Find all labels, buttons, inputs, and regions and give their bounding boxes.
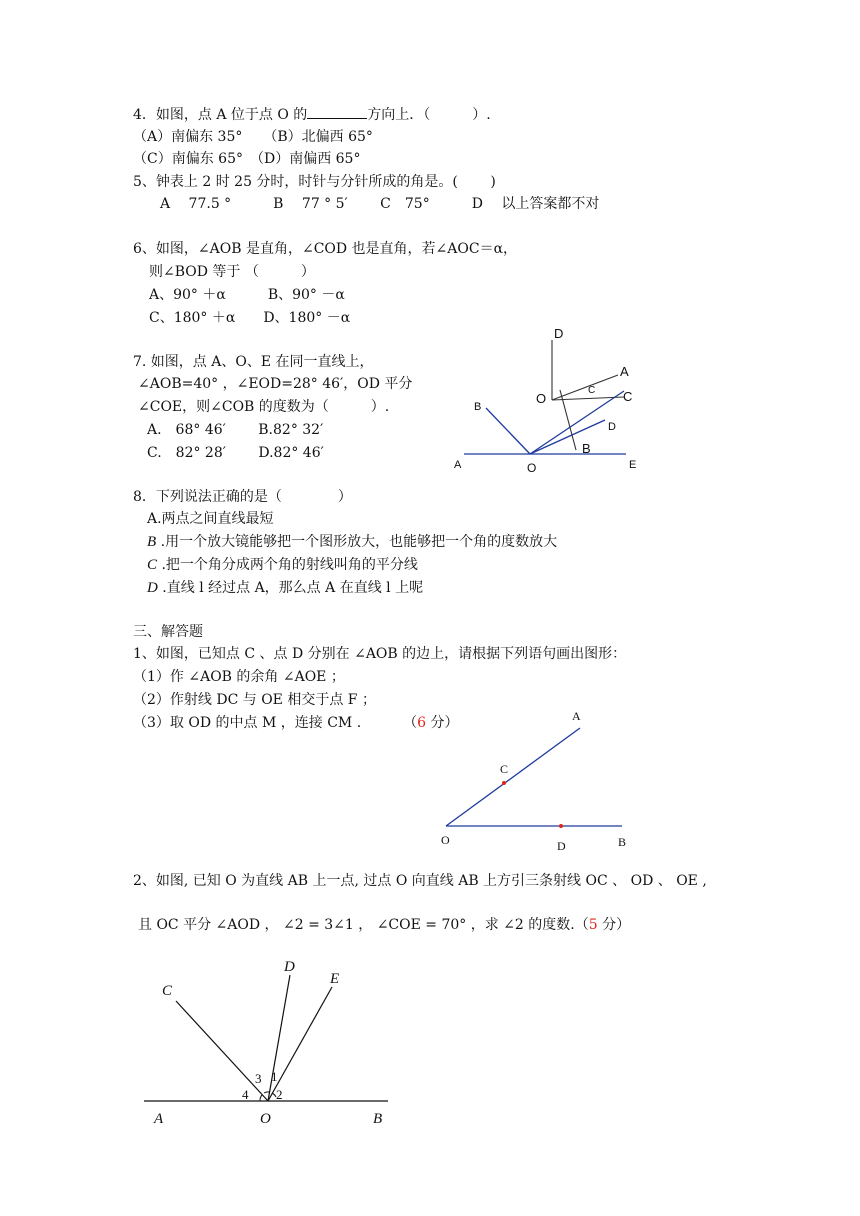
label-E: E — [629, 459, 637, 471]
q8-stem: 8．下列说法正确的是（ ） — [133, 489, 352, 505]
label-B: B — [373, 1111, 383, 1127]
p1-step1: （1）作 ∠AOB 的余角 ∠AOE ； — [133, 669, 345, 685]
label-A-upper: A — [620, 364, 629, 379]
q8-option-c: C .把一个角分成两个角的射线叫角的平分线 — [147, 557, 418, 573]
label-O-upper: O — [536, 391, 547, 406]
label-O: O — [260, 1111, 271, 1127]
p1-figure — [436, 706, 636, 856]
q7-options-ab: A. 68° 46′ B.82° 32′ — [147, 422, 324, 438]
label-D: D — [554, 326, 564, 341]
q8-option-b: B .用一个放大镜能够把一个图形放大，也能够把一个角的度数放大 — [147, 534, 558, 550]
section-title: 三、解答题 — [133, 624, 203, 640]
q6-options-cd: C、180° ＋α D、180° －α — [149, 310, 351, 326]
q5-stem: 5、钟表上 2 时 25 分时，时针与分针所成的角是。( ) — [133, 174, 496, 190]
angle-label-2: 2 — [276, 1087, 283, 1102]
label-C: C — [500, 762, 509, 776]
ray-OC — [176, 1001, 268, 1101]
q8-option-d: D .直线 l 经过点 A，那么点 A 在直线 l 上呢 — [147, 580, 424, 596]
p1-step3: （3）取 OD 的中点 M ，连接 CM . （6 分） — [133, 715, 459, 731]
q8-option-a: A.两点之间直线最短 — [147, 511, 274, 527]
label-O: O — [527, 461, 537, 475]
label-B-small: B — [474, 401, 482, 413]
label-C-small: C — [588, 385, 596, 396]
label-A: A — [572, 709, 581, 723]
p1-stem: 1、如图，已知点 C 、点 D 分别在 ∠AOB 的边上，请根据下列语句画出图形： — [133, 646, 627, 662]
ray-OB — [486, 408, 530, 454]
p1-step2: （2）作射线 DC 与 OE 相交于点 F ； — [133, 692, 376, 708]
q4-stem: 4．如图，点 A 位于点 O 的 方向上．（ ）. — [133, 107, 491, 123]
q7-line3: ∠COE，则∠COB 的度数为（ ）. — [138, 399, 390, 415]
q7-line1: 7. 如图，点 A、O、E 在同一直线上， — [133, 354, 374, 370]
label-A: A — [154, 1111, 164, 1127]
q7-line2: ∠AOB=40° ，∠EOD=28° 46′，OD 平分 — [138, 376, 413, 392]
p1-score: 6 — [417, 715, 427, 731]
angle-label-4: 4 — [242, 1087, 249, 1102]
label-O: O — [441, 833, 450, 847]
p2-stem-2: 且 OC 平分 ∠AOD ， ∠2 = 3∠1 ， ∠COE = 70° ，求 ∠2 的度数.（5 分） — [138, 917, 631, 933]
p2-figure — [140, 955, 400, 1135]
q7-options-cd: C. 82° 28′ D.82° 46′ — [147, 445, 324, 461]
label-B: B — [618, 835, 627, 849]
q7-figure — [450, 322, 650, 475]
label-D: D — [284, 959, 295, 975]
label-C: C — [623, 389, 633, 404]
label-E: E — [330, 971, 340, 987]
angle-label-1: 1 — [271, 1069, 278, 1084]
ray-OA — [446, 728, 580, 826]
angle-label-3: 3 — [255, 1071, 262, 1086]
q4-options-cd: （C）南偏东 65° （D）南偏西 65° — [133, 151, 361, 167]
q4-options-ab: （A）南偏东 35° （B）北偏西 65° — [133, 129, 373, 145]
ray-OD — [530, 420, 605, 454]
label-A: A — [454, 459, 462, 471]
q6-stem: 6、如图，∠AOB 是直角，∠COD 也是直角，若∠AOC＝α， — [133, 241, 518, 257]
label-B: B — [582, 441, 591, 456]
q6-stem-2: 则∠BOD 等于 （ ） — [149, 264, 315, 280]
label-C: C — [162, 983, 173, 999]
point-D — [559, 824, 563, 828]
label-D: D — [557, 839, 566, 853]
label-D-small: D — [608, 421, 616, 433]
p2-stem: 2、如图, 已知 O 为直线 AB 上一点, 过点 O 向直线 AB 上方引三条射线 OC 、 OD 、 OE , — [133, 873, 707, 889]
q5-options: A 77.5 ° B 77 ° 5′ C 75° D 以上答案都不对 — [160, 196, 600, 212]
p2-score: 5 — [588, 917, 598, 933]
q6-options-ab: A、90° ＋α B、90° －α — [149, 287, 345, 303]
point-C — [502, 781, 506, 785]
answer-blank[interactable] — [307, 106, 367, 119]
